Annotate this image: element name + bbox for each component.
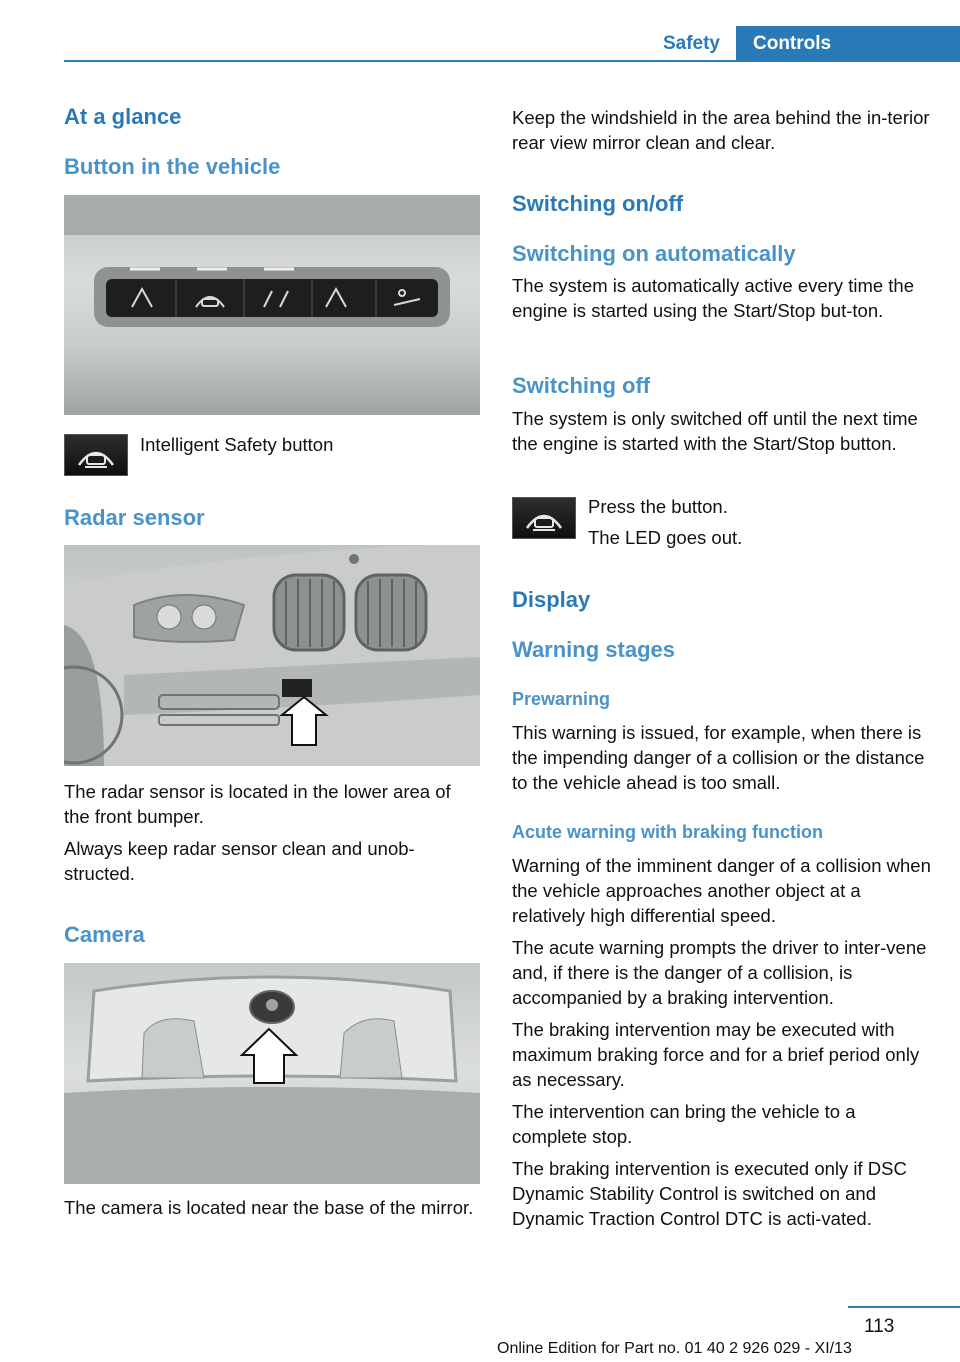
camera-paragraph: The camera is located near the base of the mirror. [64,1197,474,1218]
radar-sensor-figure [64,545,480,766]
intelligent-safety-button-icon [64,434,128,476]
button-panel-figure [64,195,480,415]
heading-warning-stages: Warning stages [512,637,675,662]
acute-paragraph-5: The braking intervention is executed only if DSC Dynamic Stability Control is switched on and Dynamic Traction Control DTC is acti‐vated. [512,1158,907,1229]
heading-at-a-glance: At a glance [64,104,182,129]
led-out-text: The LED goes out. [588,527,743,548]
heading-display: Display [512,587,591,612]
acute-paragraph-2: The acute warning prompts the driver to inter‐vene and, if there is the danger of a collision, is accompanied by a braking intervention. [512,937,927,1008]
heading-switching-on-automatically: Switching on automatically [512,241,796,266]
edition-footer: Online Edition for Part no. 01 40 2 926 029 - XI/13 [497,1340,852,1357]
auto-paragraph: The system is automatically active every time the engine is started using the Start/Stop but‐ton. [512,275,915,321]
prewarning-paragraph: This warning is issued, for example, when there is the impending danger of a collision or the distance to the vehicle ahead is too small. [512,722,925,793]
off-paragraph: The system is only switched off until the next time the engine is started with the Start/Stop button. [512,408,918,454]
radar-paragraph-2: Always keep radar sensor clean and unob‐structed. [64,838,415,884]
windshield-interior-illustration [64,963,480,1184]
heading-switching-on-off: Switching on/off [512,191,684,216]
acute-paragraph-1: Warning of the imminent danger of a collision when the vehicle approaches another object at a relatively high differential speed. [512,855,931,926]
acute-paragraph-4: The intervention can bring the vehicle to a complete stop. [512,1101,856,1147]
heading-button-in-vehicle: Button in the vehicle [64,154,281,179]
button-caption: Intelligent Safety button [140,434,334,455]
heading-radar-sensor: Radar sensor [64,505,205,530]
acute-paragraph-3: The braking intervention may be executed with maximum braking force and for a brief period only as necessary. [512,1019,920,1090]
button-panel-illustration [64,195,480,415]
radar-paragraph-1: The radar sensor is located in the lower area of the front bumper. [64,781,451,827]
header-tab-safety: Safety [662,33,720,54]
car-front-illustration [64,545,480,766]
heading-camera: Camera [64,922,145,947]
heading-acute-warning: Acute warning with braking function [512,822,824,842]
intelligent-safety-button-icon [512,497,576,539]
footer-rule [848,1306,960,1308]
header-rule [64,60,960,62]
header-tab-controls: Controls [736,26,960,62]
heading-prewarning: Prewarning [512,689,611,709]
press-button-text: Press the button. [588,496,728,517]
page-number: 113 [864,1316,895,1337]
camera-figure [64,963,480,1184]
heading-switching-off: Switching off [512,373,651,398]
windshield-paragraph: Keep the windshield in the area behind the in‐terior rear view mirror clean and clear. [512,107,930,153]
